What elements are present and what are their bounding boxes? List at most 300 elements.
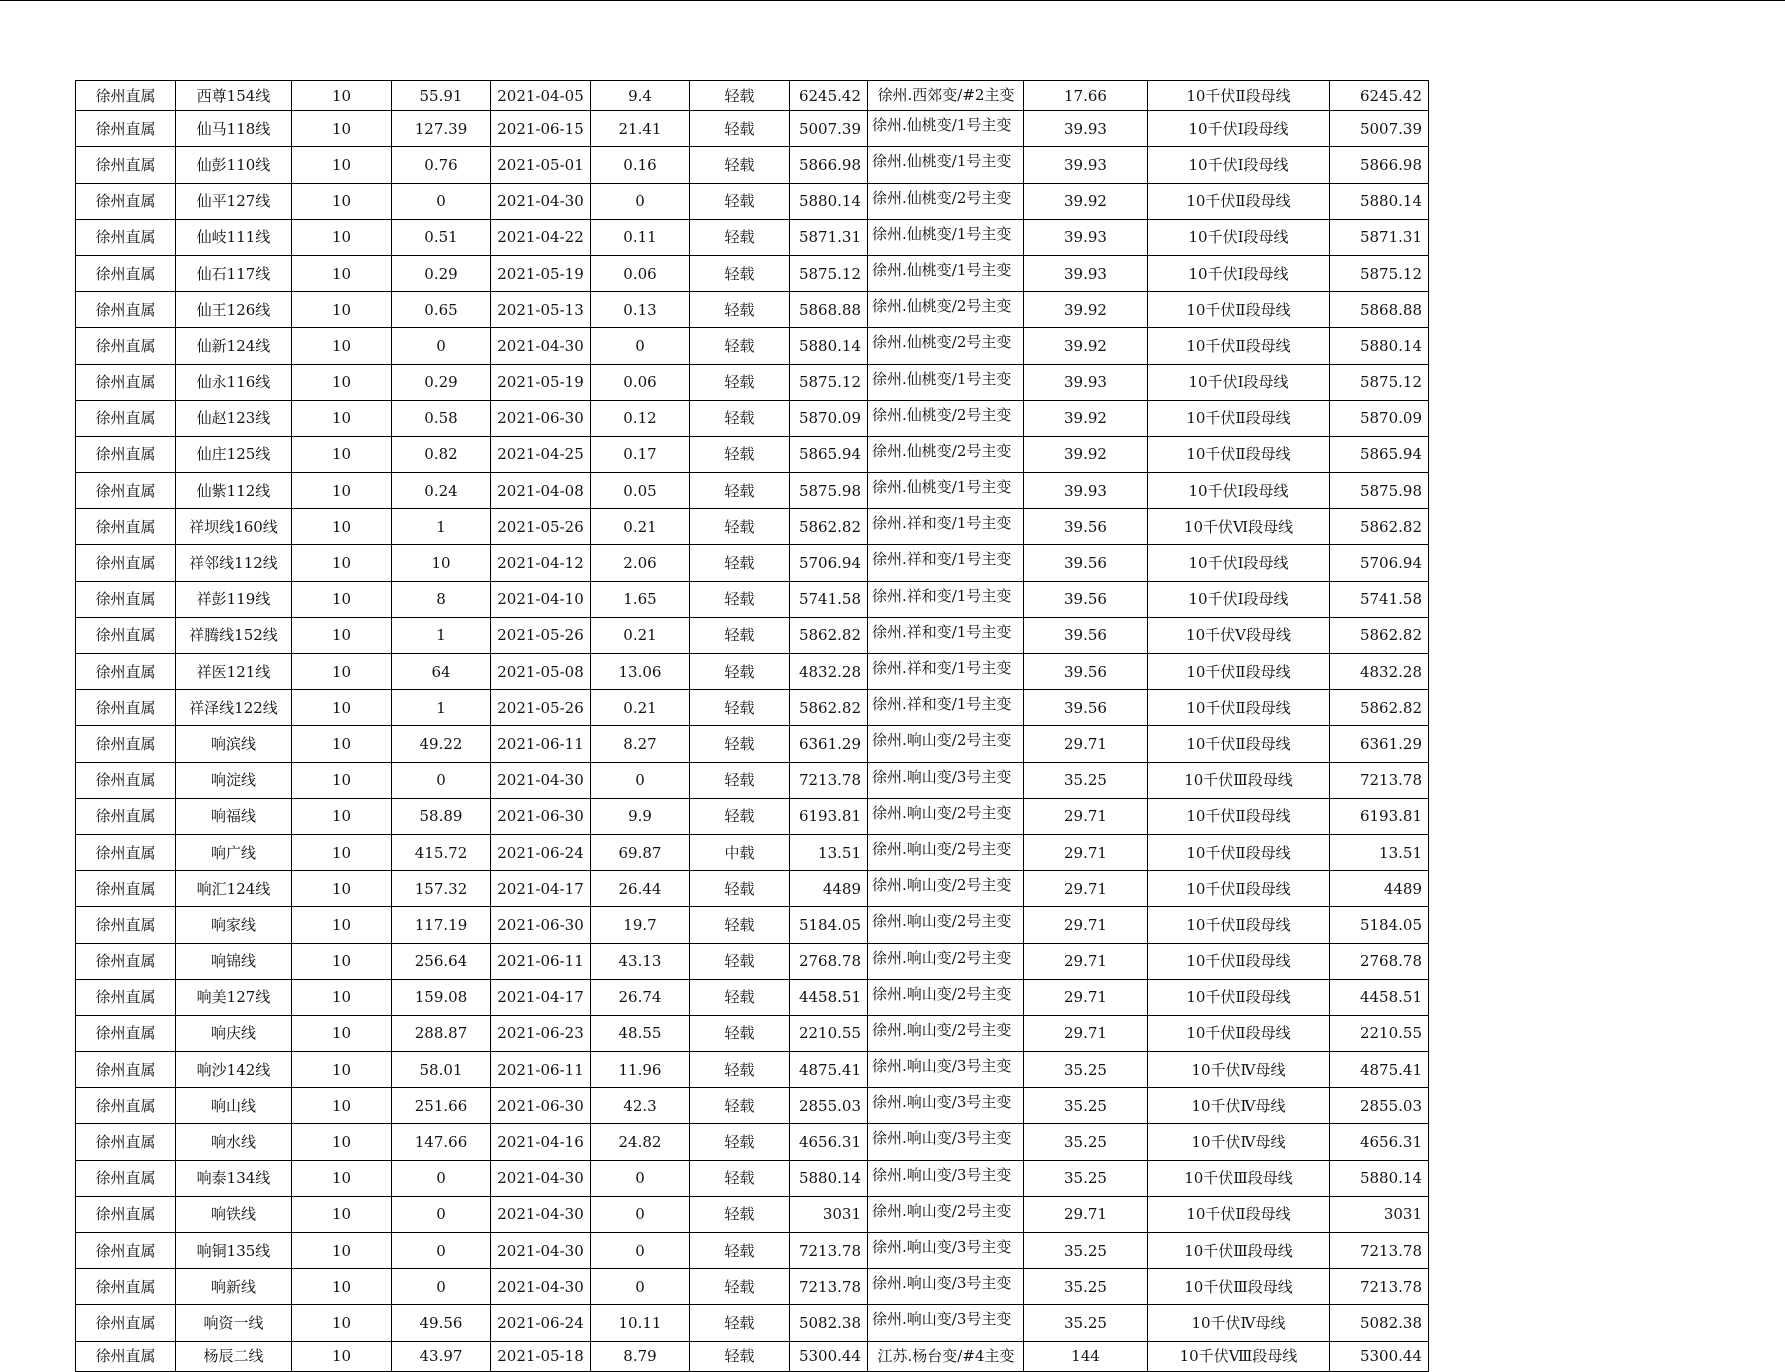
cell-date: 2021-06-30 [491,907,591,943]
cell-status: 轻载 [690,1052,790,1088]
cell-value_d: 39.56 [1024,690,1148,726]
cell-value_d: 29.71 [1024,834,1148,870]
cell-unit: 徐州直属 [76,81,176,111]
cell-status: 轻载 [690,943,790,979]
cell-value_c: 5082.38 [790,1305,868,1341]
cell-substation: 徐州.响山变/3号主变 [868,1124,1024,1160]
cell-value_c: 2768.78 [790,943,868,979]
cell-substation: 徐州.仙桃变/1号主变 [868,364,1024,400]
cell-value_c: 5706.94 [790,545,868,581]
cell-value_b: 0 [591,762,690,798]
table-row [76,1160,1429,1196]
table-row [76,1233,1429,1269]
cell-value_b: 19.7 [591,907,690,943]
cell-line: 响汇124线 [176,871,292,907]
table-row [76,979,1429,1015]
cell-value_e: 2210.55 [1330,1015,1429,1051]
cell-value_b: 0 [591,1160,690,1196]
cell-value_e: 4656.31 [1330,1124,1429,1160]
cell-value_c: 5865.94 [790,436,868,472]
cell-value_c: 3031 [790,1196,868,1232]
cell-date: 2021-04-10 [491,581,591,617]
cell-value_b: 9.9 [591,798,690,834]
cell-unit: 徐州直属 [76,292,176,328]
cell-status: 轻载 [690,292,790,328]
cell-value_b: 8.79 [591,1341,690,1371]
cell-value_b: 0.21 [591,509,690,545]
cell-value_d: 35.25 [1024,1269,1148,1305]
cell-value_e: 5870.09 [1330,400,1429,436]
cell-value_e: 5862.82 [1330,509,1429,545]
cell-unit: 徐州直属 [76,473,176,509]
cell-value_e: 5184.05 [1330,907,1429,943]
cell-voltage: 10 [292,1088,392,1124]
cell-value_c: 5862.82 [790,690,868,726]
cell-status: 轻载 [690,111,790,147]
cell-unit: 徐州直属 [76,1052,176,1088]
cell-value_d: 29.71 [1024,943,1148,979]
cell-value_c: 5866.98 [790,147,868,183]
cell-unit: 徐州直属 [76,834,176,870]
cell-status: 轻载 [690,1124,790,1160]
cell-bus: 10千伏Ⅱ段母线 [1148,907,1330,943]
cell-date: 2021-06-30 [491,400,591,436]
cell-value_b: 0.17 [591,436,690,472]
cell-substation: 徐州.仙桃变/2号主变 [868,400,1024,436]
cell-value_c: 7213.78 [790,1233,868,1269]
cell-date: 2021-04-16 [491,1124,591,1160]
cell-voltage: 10 [292,1233,392,1269]
cell-value_d: 39.56 [1024,617,1148,653]
cell-value_c: 4458.51 [790,979,868,1015]
cell-bus: 10千伏Ⅲ段母线 [1148,1269,1330,1305]
cell-bus: 10千伏Ⅳ母线 [1148,1124,1330,1160]
cell-value_e: 5880.14 [1330,183,1429,219]
table-row [76,364,1429,400]
cell-value_c: 5875.98 [790,473,868,509]
cell-date: 2021-06-11 [491,1052,591,1088]
cell-bus: 10千伏Ⅱ段母线 [1148,400,1330,436]
cell-bus: 10千伏Ⅱ段母线 [1148,436,1330,472]
cell-bus: 10千伏Ⅲ段母线 [1148,762,1330,798]
cell-line: 祥医121线 [176,654,292,690]
cell-date: 2021-06-24 [491,834,591,870]
cell-line: 仙赵123线 [176,400,292,436]
cell-substation: 徐州.响山变/3号主变 [868,1088,1024,1124]
cell-value_b: 26.44 [591,871,690,907]
cell-bus: 10千伏Ⅱ段母线 [1148,328,1330,364]
cell-value_d: 39.56 [1024,654,1148,690]
cell-bus: 10千伏Ⅱ段母线 [1148,1015,1330,1051]
cell-value_b: 0.12 [591,400,690,436]
cell-value_b: 0.06 [591,255,690,291]
cell-unit: 徐州直属 [76,762,176,798]
cell-unit: 徐州直属 [76,436,176,472]
cell-value_e: 5862.82 [1330,690,1429,726]
cell-date: 2021-04-30 [491,762,591,798]
cell-line: 响资一线 [176,1305,292,1341]
cell-voltage: 10 [292,762,392,798]
cell-voltage: 10 [292,364,392,400]
cell-value_b: 2.06 [591,545,690,581]
cell-value_d: 39.93 [1024,364,1148,400]
cell-status: 轻载 [690,871,790,907]
cell-value_d: 39.92 [1024,183,1148,219]
cell-value_d: 39.93 [1024,111,1148,147]
cell-value_d: 35.25 [1024,1052,1148,1088]
table-row [76,834,1429,870]
cell-value_e: 4832.28 [1330,654,1429,690]
cell-date: 2021-06-24 [491,1305,591,1341]
cell-date: 2021-04-17 [491,979,591,1015]
cell-bus: 10千伏Ⅱ段母线 [1148,871,1330,907]
cell-value_a: 1 [392,690,491,726]
cell-status: 轻载 [690,147,790,183]
cell-value_e: 5875.12 [1330,255,1429,291]
cell-line: 西尊154线 [176,81,292,111]
cell-value_c: 5875.12 [790,364,868,400]
cell-bus: 10千伏Ⅷ段母线 [1148,1341,1330,1371]
cell-value_e: 3031 [1330,1196,1429,1232]
cell-substation: 徐州.仙桃变/1号主变 [868,111,1024,147]
cell-voltage: 10 [292,979,392,1015]
cell-substation: 徐州.响山变/2号主变 [868,1015,1024,1051]
cell-line: 响福线 [176,798,292,834]
table-row [76,1305,1429,1341]
cell-date: 2021-04-30 [491,1269,591,1305]
cell-substation: 徐州.响山变/2号主变 [868,834,1024,870]
cell-value_a: 415.72 [392,834,491,870]
cell-bus: 10千伏Ⅱ段母线 [1148,798,1330,834]
cell-value_a: 0 [392,1160,491,1196]
cell-voltage: 10 [292,943,392,979]
cell-date: 2021-05-01 [491,147,591,183]
cell-bus: 10千伏Ⅳ母线 [1148,1088,1330,1124]
cell-voltage: 10 [292,617,392,653]
cell-value_a: 49.56 [392,1305,491,1341]
cell-value_a: 0 [392,1269,491,1305]
cell-line: 祥腾线152线 [176,617,292,653]
cell-status: 轻载 [690,473,790,509]
cell-value_d: 35.25 [1024,762,1148,798]
cell-value_b: 0 [591,183,690,219]
cell-unit: 徐州直属 [76,1015,176,1051]
cell-substation: 徐州.响山变/3号主变 [868,1269,1024,1305]
cell-value_d: 39.92 [1024,400,1148,436]
cell-substation: 徐州.仙桃变/1号主变 [868,255,1024,291]
cell-value_e: 13.51 [1330,834,1429,870]
cell-status: 轻载 [690,617,790,653]
cell-value_e: 4489 [1330,871,1429,907]
cell-unit: 徐州直属 [76,1088,176,1124]
cell-value_d: 39.56 [1024,581,1148,617]
cell-value_e: 5875.12 [1330,364,1429,400]
cell-voltage: 10 [292,183,392,219]
cell-line: 仙紫112线 [176,473,292,509]
table-row [76,292,1429,328]
cell-substation: 徐州.仙桃变/2号主变 [868,292,1024,328]
cell-substation: 徐州.响山变/3号主变 [868,1160,1024,1196]
cell-value_e: 5082.38 [1330,1305,1429,1341]
cell-status: 轻载 [690,581,790,617]
cell-value_c: 5862.82 [790,509,868,545]
table-row [76,907,1429,943]
cell-substation: 徐州.响山变/2号主变 [868,943,1024,979]
cell-substation: 徐州.仙桃变/1号主变 [868,147,1024,183]
cell-value_a: 0.29 [392,364,491,400]
cell-date: 2021-06-15 [491,111,591,147]
cell-value_a: 0 [392,328,491,364]
table-body [76,81,1429,1372]
cell-value_b: 10.11 [591,1305,690,1341]
table-row [76,545,1429,581]
cell-value_d: 39.93 [1024,147,1148,183]
cell-value_c: 7213.78 [790,762,868,798]
cell-value_c: 5871.31 [790,219,868,255]
cell-status: 轻载 [690,762,790,798]
cell-bus: 10千伏Ⅱ段母线 [1148,690,1330,726]
cell-voltage: 10 [292,1052,392,1088]
cell-date: 2021-06-30 [491,1088,591,1124]
cell-voltage: 10 [292,219,392,255]
cell-value_b: 0.05 [591,473,690,509]
cell-line: 仙岐111线 [176,219,292,255]
table-row [76,1196,1429,1232]
cell-date: 2021-04-12 [491,545,591,581]
cell-substation: 徐州.响山变/2号主变 [868,871,1024,907]
cell-unit: 徐州直属 [76,726,176,762]
cell-date: 2021-04-30 [491,1196,591,1232]
cell-value_a: 8 [392,581,491,617]
cell-status: 轻载 [690,690,790,726]
cell-substation: 徐州.响山变/3号主变 [868,1305,1024,1341]
cell-value_e: 7213.78 [1330,1233,1429,1269]
cell-value_b: 0 [591,1196,690,1232]
cell-status: 轻载 [690,219,790,255]
cell-value_d: 39.92 [1024,328,1148,364]
table-row [76,147,1429,183]
cell-substation: 徐州.仙桃变/2号主变 [868,328,1024,364]
cell-value_a: 58.01 [392,1052,491,1088]
cell-date: 2021-04-30 [491,1160,591,1196]
cell-value_c: 5880.14 [790,1160,868,1196]
cell-value_b: 0 [591,1269,690,1305]
cell-line: 仙平127线 [176,183,292,219]
cell-substation: 徐州.祥和变/1号主变 [868,581,1024,617]
cell-value_e: 6245.42 [1330,81,1429,111]
cell-status: 轻载 [690,183,790,219]
cell-substation: 徐州.祥和变/1号主变 [868,545,1024,581]
cell-value_d: 39.92 [1024,292,1148,328]
cell-line: 仙王126线 [176,292,292,328]
cell-status: 轻载 [690,1015,790,1051]
cell-value_b: 0.11 [591,219,690,255]
cell-status: 轻载 [690,726,790,762]
cell-value_b: 0.21 [591,690,690,726]
table-row [76,255,1429,291]
cell-date: 2021-05-13 [491,292,591,328]
cell-line: 仙庄125线 [176,436,292,472]
cell-value_d: 35.25 [1024,1233,1148,1269]
cell-value_d: 17.66 [1024,81,1148,111]
cell-bus: 10千伏Ⅱ段母线 [1148,979,1330,1015]
cell-unit: 徐州直属 [76,219,176,255]
cell-value_d: 29.71 [1024,1196,1148,1232]
cell-status: 轻载 [690,400,790,436]
cell-status: 轻载 [690,798,790,834]
cell-value_a: 288.87 [392,1015,491,1051]
cell-value_d: 39.93 [1024,255,1148,291]
cell-date: 2021-05-08 [491,654,591,690]
cell-value_e: 4458.51 [1330,979,1429,1015]
cell-date: 2021-04-30 [491,1233,591,1269]
cell-date: 2021-05-19 [491,255,591,291]
cell-line: 响山线 [176,1088,292,1124]
cell-value_c: 4489 [790,871,868,907]
cell-value_d: 39.56 [1024,545,1148,581]
table-row [76,219,1429,255]
cell-value_e: 6193.81 [1330,798,1429,834]
cell-bus: 10千伏Ⅲ段母线 [1148,1233,1330,1269]
cell-date: 2021-04-05 [491,81,591,111]
table-row [76,1015,1429,1051]
cell-line: 响沙142线 [176,1052,292,1088]
cell-substation: 徐州.响山变/2号主变 [868,907,1024,943]
cell-value_b: 42.3 [591,1088,690,1124]
table-row [76,798,1429,834]
cell-unit: 徐州直属 [76,1233,176,1269]
cell-value_e: 7213.78 [1330,1269,1429,1305]
table-row [76,943,1429,979]
cell-value_a: 147.66 [392,1124,491,1160]
cell-unit: 徐州直属 [76,1196,176,1232]
cell-voltage: 10 [292,509,392,545]
cell-unit: 徐州直属 [76,183,176,219]
cell-value_c: 4656.31 [790,1124,868,1160]
cell-value_c: 2210.55 [790,1015,868,1051]
cell-unit: 徐州直属 [76,1160,176,1196]
cell-value_a: 58.89 [392,798,491,834]
cell-unit: 徐州直属 [76,364,176,400]
cell-bus: 10千伏Ⅱ段母线 [1148,183,1330,219]
cell-bus: 10千伏Ⅱ段母线 [1148,726,1330,762]
cell-substation: 徐州.仙桃变/1号主变 [868,219,1024,255]
cell-date: 2021-05-26 [491,509,591,545]
cell-unit: 徐州直属 [76,1124,176,1160]
table-row [76,1088,1429,1124]
cell-value_b: 0.16 [591,147,690,183]
table-row [76,1269,1429,1305]
cell-value_b: 48.55 [591,1015,690,1051]
cell-value_e: 6361.29 [1330,726,1429,762]
cell-unit: 徐州直属 [76,871,176,907]
cell-value_d: 35.25 [1024,1160,1148,1196]
cell-value_b: 0.13 [591,292,690,328]
cell-line: 仙石117线 [176,255,292,291]
cell-line: 响美127线 [176,979,292,1015]
table-row [76,762,1429,798]
cell-substation: 徐州.响山变/3号主变 [868,1233,1024,1269]
cell-line: 响淀线 [176,762,292,798]
cell-value_b: 26.74 [591,979,690,1015]
cell-voltage: 10 [292,545,392,581]
cell-voltage: 10 [292,400,392,436]
cell-unit: 徐州直属 [76,654,176,690]
cell-bus: 10千伏Ⅱ段母线 [1148,943,1330,979]
cell-substation: 徐州.响山变/3号主变 [868,762,1024,798]
cell-status: 轻载 [690,255,790,291]
cell-line: 祥泽线122线 [176,690,292,726]
cell-value_e: 4875.41 [1330,1052,1429,1088]
cell-date: 2021-04-25 [491,436,591,472]
cell-status: 轻载 [690,81,790,111]
cell-value_a: 0.65 [392,292,491,328]
cell-line: 祥彭119线 [176,581,292,617]
cell-voltage: 10 [292,81,392,111]
cell-value_d: 39.56 [1024,509,1148,545]
cell-line: 响新线 [176,1269,292,1305]
cell-voltage: 10 [292,581,392,617]
cell-line: 响广线 [176,834,292,870]
cell-value_d: 29.71 [1024,907,1148,943]
cell-voltage: 10 [292,1015,392,1051]
cell-voltage: 10 [292,111,392,147]
cell-value_a: 0.82 [392,436,491,472]
cell-value_c: 6245.42 [790,81,868,111]
cell-line: 仙永116线 [176,364,292,400]
cell-value_c: 13.51 [790,834,868,870]
cell-value_e: 5300.44 [1330,1341,1429,1371]
page-top-rule [0,0,1785,1]
cell-value_a: 127.39 [392,111,491,147]
cell-status: 轻载 [690,436,790,472]
cell-status: 轻载 [690,1269,790,1305]
cell-unit: 徐州直属 [76,979,176,1015]
cell-date: 2021-06-23 [491,1015,591,1051]
cell-status: 中载 [690,834,790,870]
table-row [76,871,1429,907]
cell-value_a: 1 [392,617,491,653]
cell-status: 轻载 [690,979,790,1015]
cell-value_a: 251.66 [392,1088,491,1124]
cell-voltage: 10 [292,1305,392,1341]
cell-value_d: 29.71 [1024,871,1148,907]
cell-value_d: 144 [1024,1341,1148,1371]
cell-bus: 10千伏Ⅰ段母线 [1148,473,1330,509]
cell-value_a: 64 [392,654,491,690]
cell-value_e: 5868.88 [1330,292,1429,328]
cell-value_b: 24.82 [591,1124,690,1160]
cell-value_a: 159.08 [392,979,491,1015]
cell-value_c: 5741.58 [790,581,868,617]
cell-value_a: 55.91 [392,81,491,111]
cell-unit: 徐州直属 [76,147,176,183]
cell-bus: 10千伏Ⅳ母线 [1148,1305,1330,1341]
cell-value_a: 0 [392,1233,491,1269]
cell-value_b: 43.13 [591,943,690,979]
cell-date: 2021-04-17 [491,871,591,907]
cell-bus: 10千伏Ⅱ段母线 [1148,1196,1330,1232]
cell-voltage: 10 [292,871,392,907]
table-row [76,400,1429,436]
cell-value_b: 0 [591,1233,690,1269]
cell-bus: 10千伏Ⅱ段母线 [1148,292,1330,328]
cell-voltage: 10 [292,436,392,472]
cell-line: 响滨线 [176,726,292,762]
table-row [76,81,1429,111]
cell-value_c: 5875.12 [790,255,868,291]
cell-date: 2021-05-26 [491,617,591,653]
